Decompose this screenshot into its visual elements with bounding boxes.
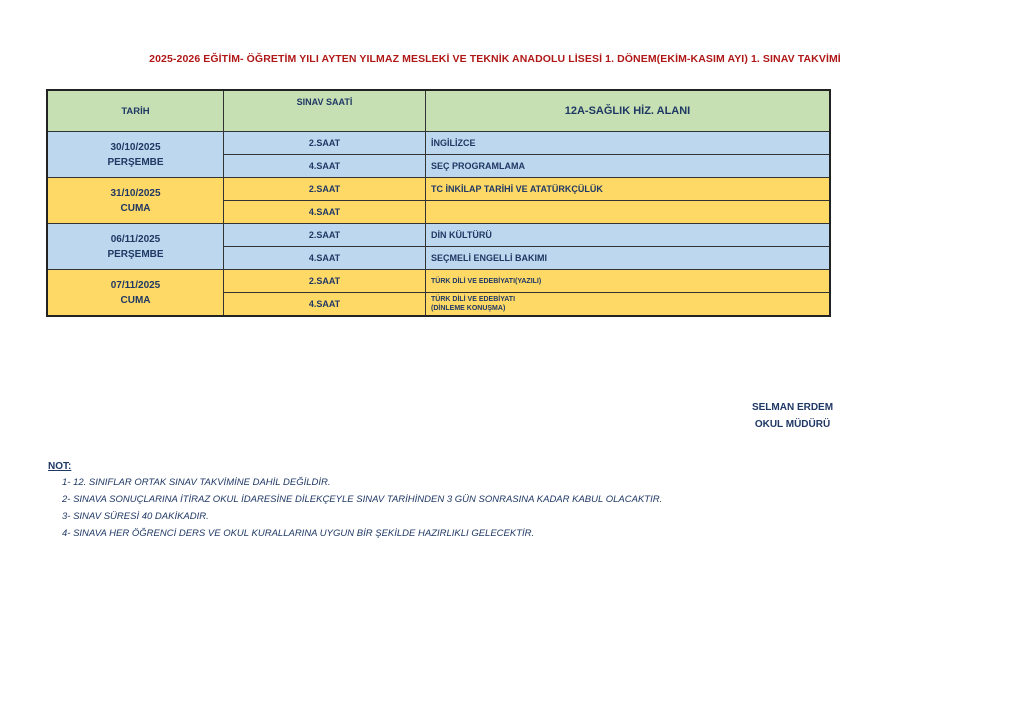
time-cell: 2.SAAT <box>224 224 426 247</box>
page-title: 2025-2026 EĞİTİM- ÖĞRETİM YILI AYTEN YILMAZ MESLEKİ VE TEKNİK ANADOLU LİSESİ 1. DÖNEM(EKİM-KASIM AYI) 1. SINAV TAKVİMİ <box>149 53 841 65</box>
note-item: 1- 12. SINIFLAR ORTAK SINAV TAKVİMİNE DAHİL DEĞİLDİR. <box>62 477 331 488</box>
time-cell: 2.SAAT <box>224 178 426 201</box>
date-value: 07/11/2025 <box>110 279 161 291</box>
subject-cell: DİN KÜLTÜRÜ <box>426 224 831 247</box>
notes-section <box>48 461 662 542</box>
note-item: 2- SINAVA SONUÇLARINA İTİRAZ OKUL İDARESİNE DİLEKÇEYLE SINAV TARİHİNDEN 3 GÜN SONRASINA KADAR KABUL OLACAKTIR. <box>62 494 663 505</box>
subject-cell: SEÇMELİ ENGELLİ BAKIMI <box>426 247 831 270</box>
table-row <box>47 132 830 155</box>
date-cell <box>47 224 224 270</box>
weekday-value: PERŞEMBE <box>107 156 164 168</box>
notes-title: NOT: <box>48 461 72 472</box>
weekday-value: CUMA <box>120 294 151 306</box>
table-row <box>47 224 830 247</box>
time-cell: 4.SAAT <box>224 293 426 317</box>
weekday-value: CUMA <box>120 202 151 214</box>
header-subject: 12A-SAĞLIK HİZ. ALANI <box>426 90 831 132</box>
subject-cell: SEÇ PROGRAMLAMA <box>426 155 831 178</box>
subject-cell: TC İNKİLAP TARİHİ VE ATATÜRKÇÜLÜK <box>426 178 831 201</box>
table-row <box>47 270 830 293</box>
weekday-value: PERŞEMBE <box>107 248 164 260</box>
subject-line-2: (DİNLEME KONUŞMA) <box>431 305 506 312</box>
time-cell: 2.SAAT <box>224 132 426 155</box>
note-item: 3- SINAV SÜRESİ 40 DAKİKADIR. <box>62 511 209 522</box>
time-cell: 4.SAAT <box>224 155 426 178</box>
header-time: SINAV SAATİ <box>224 90 426 132</box>
principal-name: SELMAN ERDEM <box>751 402 834 413</box>
subject-cell: TÜRK DİLİ VE EDEBİYATI(YAZILI) <box>426 270 831 293</box>
table-row <box>47 178 830 201</box>
subject-cell <box>426 293 831 317</box>
date-cell <box>47 178 224 224</box>
date-value: 30/10/2025 <box>110 141 161 153</box>
exam-schedule-table <box>46 89 831 317</box>
subject-line-1: TÜRK DİLİ VE EDEBİYATI <box>431 296 516 303</box>
time-cell: 4.SAAT <box>224 201 426 224</box>
time-cell: 2.SAAT <box>224 270 426 293</box>
time-cell: 4.SAAT <box>224 247 426 270</box>
date-cell <box>47 270 224 317</box>
principal-role: OKUL MÜDÜRÜ <box>754 419 831 430</box>
date-cell <box>47 132 224 178</box>
subject-cell <box>426 201 831 224</box>
note-item: 4- SINAVA HER ÖĞRENCİ DERS VE OKUL KURALLARINA UYGUN BİR ŞEKİLDE HAZIRLIKLI GELECEKTİR. <box>62 528 535 539</box>
subject-cell: İNGİLİZCE <box>426 132 831 155</box>
date-value: 31/10/2025 <box>110 187 161 199</box>
header-date: TARİH <box>47 90 224 132</box>
date-value: 06/11/2025 <box>110 233 161 245</box>
signature-block <box>730 399 855 433</box>
table-header-row <box>47 90 830 132</box>
